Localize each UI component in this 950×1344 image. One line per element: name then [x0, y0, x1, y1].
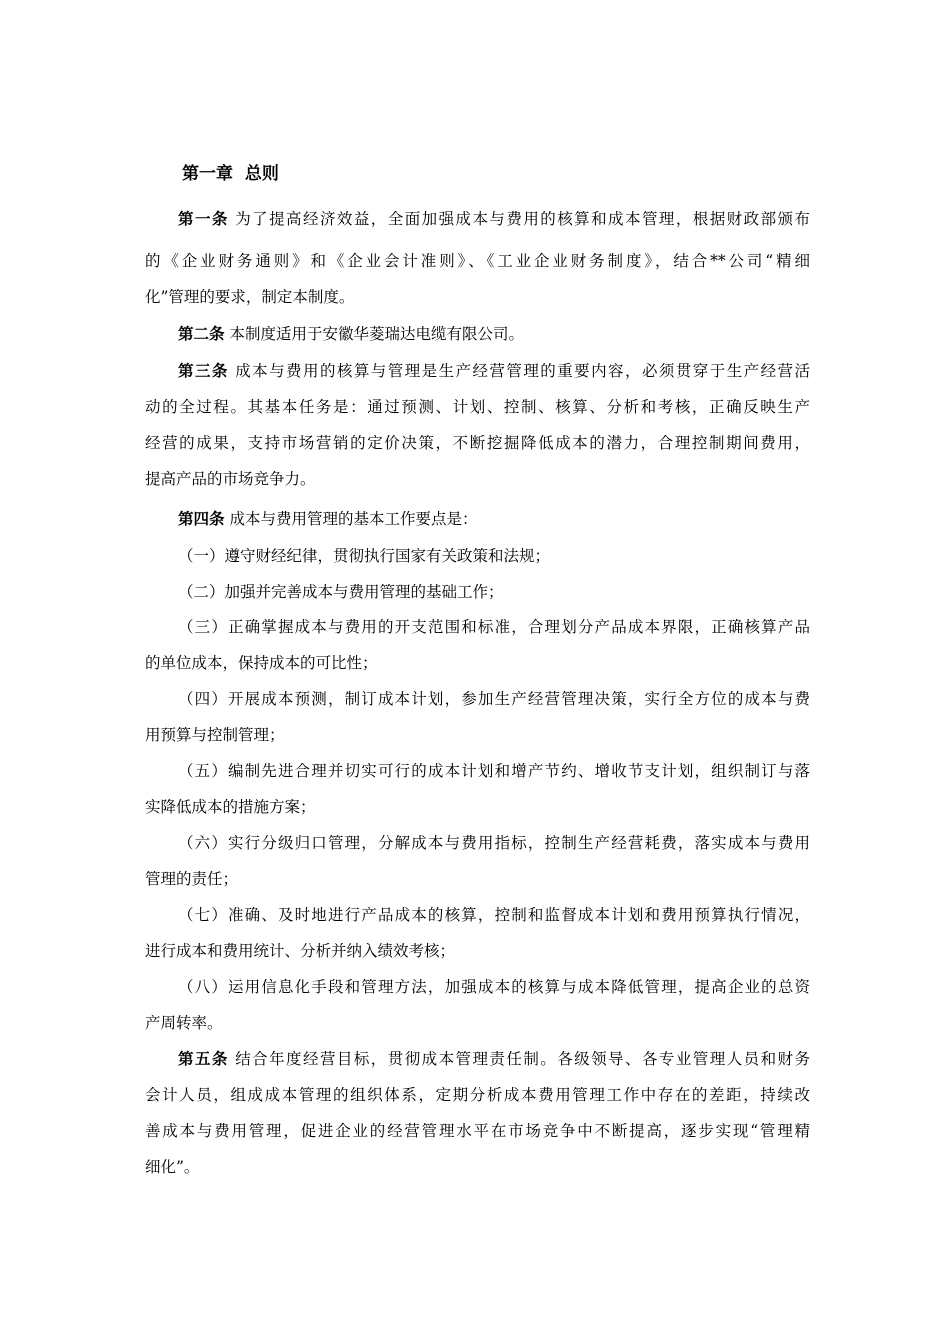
paragraph-line [145, 1121, 810, 1141]
paragraph-text: 实降低成本的措施方案； [145, 798, 316, 816]
paragraph-line [178, 689, 810, 709]
paragraph-text: （四）开展成本预测，制订成本计划，参加生产经营管理决策，实行全方位的成本与费 [178, 690, 810, 708]
paragraph-text: 用预算与控制管理； [145, 726, 285, 744]
article-label: 第五条 [178, 1049, 229, 1068]
paragraph-line [145, 941, 810, 961]
paragraph-text: 管理的责任； [145, 870, 239, 888]
paragraph-line [145, 797, 810, 817]
paragraph-text: 的单位成本，保持成本的可比性； [145, 654, 378, 672]
paragraph-text: （一）遵守财经纪律，贯彻执行国家有关政策和法规； [178, 547, 551, 565]
paragraph-text: 动的全过程。其基本任务是：通过预测、计划、控制、核算、分析和考核，正确反映生产 [145, 398, 810, 416]
paragraph-line [145, 433, 810, 453]
paragraph-line [178, 761, 810, 781]
paragraph-line [145, 469, 810, 489]
paragraph-line [145, 869, 810, 889]
paragraph-line [178, 209, 810, 229]
paragraph-line [145, 287, 810, 307]
article-label: 第二条 [178, 324, 225, 343]
paragraph-line [145, 725, 810, 745]
paragraph-text: 结合年度经营目标，贯彻成本管理责任制。各级领导、各专业管理人员和财务 [228, 1050, 810, 1068]
paragraph-line [145, 251, 810, 271]
paragraph-text: （二）加强并完善成本与费用管理的基础工作； [178, 583, 504, 601]
paragraph-line [145, 1013, 810, 1033]
paragraph-text: 提高产品的市场竞争力。 [145, 470, 316, 488]
paragraph-line [145, 1157, 810, 1177]
paragraph-text: 成本与费用的核算与管理是生产经营管理的重要内容，必须贯穿于生产经营活 [228, 362, 810, 380]
paragraph-text: （六）实行分级归口管理，分解成本与费用指标，控制生产经营耗费，落实成本与费用 [178, 834, 810, 852]
paragraph-line [178, 582, 810, 602]
paragraph-text: 善成本与费用管理，促进企业的经营管理水平在市场竞争中不断提高，逐步实现“管理精 [145, 1122, 810, 1140]
paragraph-line [178, 833, 810, 853]
paragraph-line [145, 653, 810, 673]
paragraph-line [178, 509, 810, 529]
paragraph-line [178, 546, 810, 566]
paragraph-text: （八）运用信息化手段和管理方法，加强成本的核算与成本降低管理，提高企业的总资 [178, 978, 810, 996]
paragraph-line [178, 361, 810, 381]
chapter-title: 第一章 总则 [182, 164, 279, 184]
paragraph-text: 会计人员，组成成本管理的组织体系，定期分析成本费用管理工作中存在的差距，持续改 [145, 1086, 810, 1104]
paragraph-text: 产周转率。 [145, 1014, 223, 1032]
paragraph-line [145, 1085, 810, 1105]
paragraph-text: （五）编制先进合理并切实可行的成本计划和增产节约、增收节支计划，组织制订与落 [178, 762, 810, 780]
paragraph-text: 本制度适用于安徽华菱瑞达电缆有限公司。 [224, 325, 524, 343]
paragraph-text: 成本与费用管理的基本工作要点是： [224, 510, 478, 528]
paragraph-line [178, 1049, 810, 1069]
paragraph-text: 经营的成果，支持市场营销的定价决策，不断挖掘降低成本的潜力，合理控制期间费用， [145, 434, 810, 452]
paragraph-line [178, 905, 810, 925]
paragraph-text: 细化”。 [145, 1158, 200, 1176]
paragraph-text: （三）正确掌握成本与费用的开支范围和标准，合理划分产品成本界限，正确核算产品 [178, 618, 810, 636]
paragraph-line [145, 397, 810, 417]
article-label: 第四条 [178, 509, 225, 528]
paragraph-line [178, 977, 810, 997]
paragraph-text: 的《企业财务通则》和《企业会计准则》、《工业企业财务制度》，结合**公司“精细 [145, 252, 810, 270]
paragraph-text: 化”管理的要求，制定本制度。 [145, 288, 355, 306]
paragraph-text: 为了提高经济效益，全面加强成本与费用的核算和成本管理，根据财政部颁布 [228, 210, 810, 228]
paragraph-line [178, 617, 810, 637]
paragraph-line [178, 324, 810, 344]
article-label: 第一条 [178, 209, 229, 228]
paragraph-text: 进行成本和费用统计、分析并纳入绩效考核； [145, 942, 456, 960]
article-label: 第三条 [178, 361, 229, 380]
paragraph-text: （七）准确、及时地进行产品成本的核算，控制和监督成本计划和费用预算执行情况， [178, 906, 810, 924]
